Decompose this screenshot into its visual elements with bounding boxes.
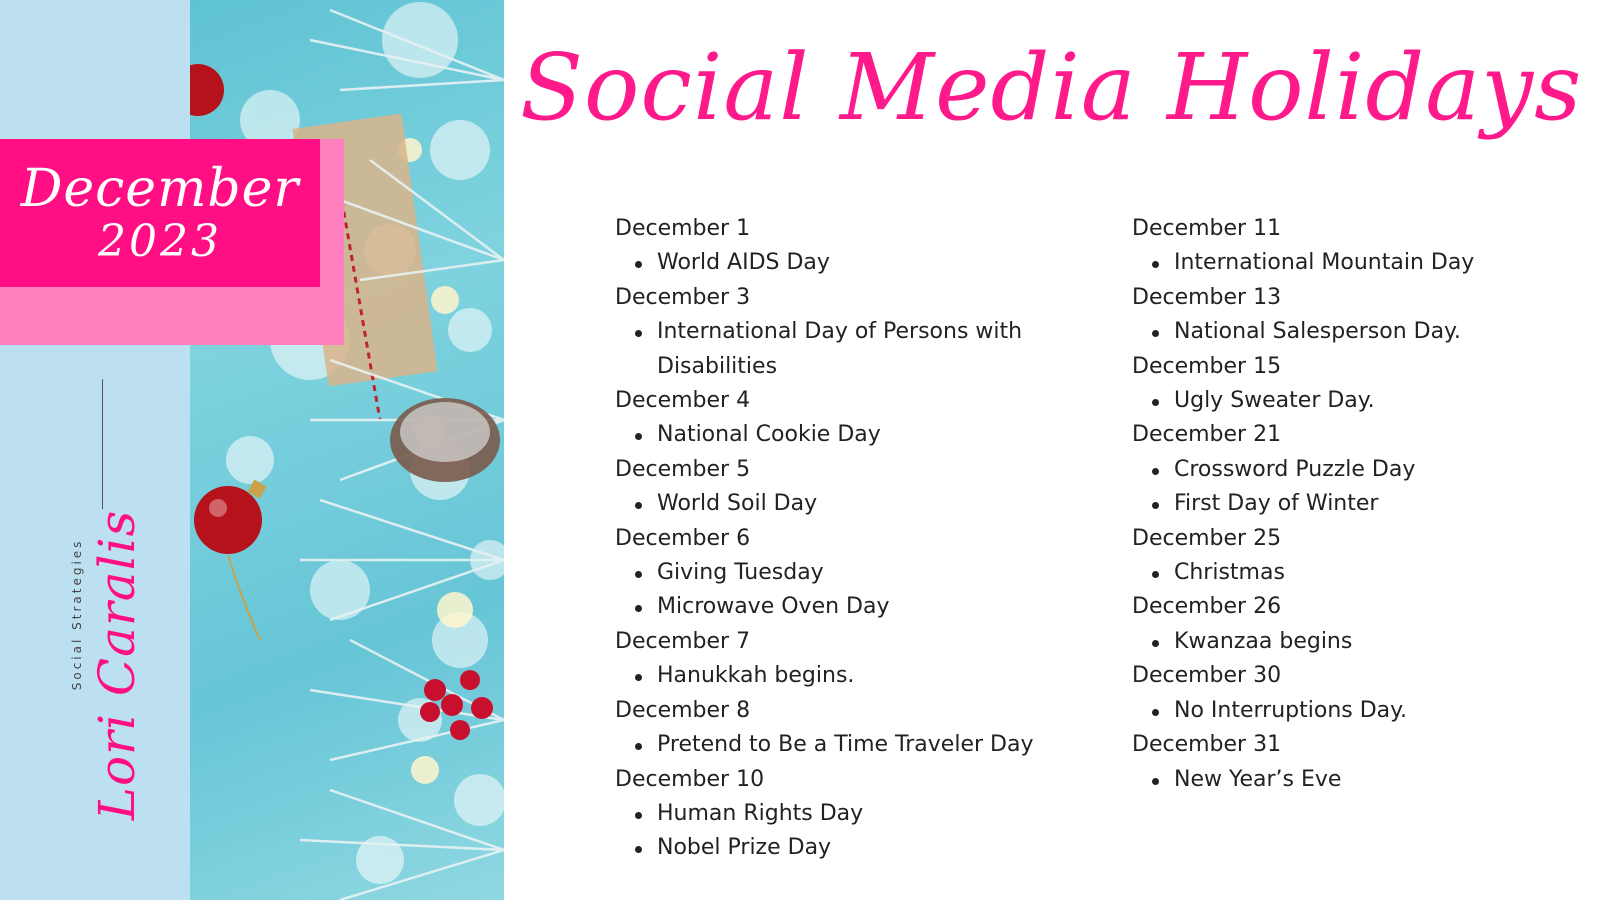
holiday-list-left <box>615 212 1095 866</box>
brand-name: Lori Caralis <box>88 509 146 821</box>
bullet-icon <box>635 433 642 440</box>
holiday-date: December 25 <box>1132 525 1282 551</box>
bullet-icon <box>1152 261 1159 268</box>
holiday-item <box>1132 384 1592 418</box>
holiday-item <box>615 246 1095 280</box>
holiday-name: Microwave Oven Day <box>657 594 890 620</box>
bullet-icon <box>1152 468 1159 475</box>
bullet-icon <box>635 846 642 853</box>
holiday-name: International Day of Persons with Disabilities <box>657 319 1023 379</box>
holiday-photo-art <box>190 0 504 900</box>
bullet-icon <box>1152 399 1159 406</box>
holiday-date: December 5 <box>615 456 751 482</box>
holiday-item <box>1132 625 1592 659</box>
bullet-icon <box>1152 330 1159 337</box>
left-decorative-panel <box>0 0 504 900</box>
holiday-item <box>1132 694 1592 728</box>
holiday-item <box>615 659 1095 693</box>
holiday-name: World AIDS Day <box>657 250 830 276</box>
holiday-item <box>615 728 1095 762</box>
holiday-date: December 3 <box>615 284 751 310</box>
bullet-icon <box>1152 709 1159 716</box>
bullet-icon <box>635 674 642 681</box>
holiday-item <box>615 797 1095 831</box>
holiday-photo <box>190 0 504 900</box>
bullet-icon <box>635 812 642 819</box>
holiday-date: December 1 <box>615 216 751 241</box>
holiday-date: December 7 <box>615 628 751 654</box>
holiday-name: Kwanzaa begins <box>1174 628 1353 654</box>
badge-month: December <box>20 159 300 219</box>
bullet-icon <box>1152 502 1159 509</box>
bullet-icon <box>635 605 642 612</box>
holiday-item <box>615 315 1095 384</box>
holiday-item <box>1132 453 1592 487</box>
holiday-item <box>1132 763 1592 797</box>
holiday-name: Nobel Prize Day <box>657 835 832 861</box>
holiday-date: December 31 <box>1132 732 1282 758</box>
holiday-item <box>1132 556 1592 590</box>
holiday-item <box>615 418 1095 452</box>
holiday-name: New Year’s Eve <box>1174 766 1342 792</box>
holiday-item <box>615 831 1095 865</box>
page-title: Social Media Holidays <box>520 34 1583 141</box>
holiday-name: National Cookie Day <box>657 422 881 448</box>
bullet-icon <box>1152 778 1159 785</box>
month-badge <box>0 139 320 287</box>
bullet-icon <box>635 743 642 750</box>
holiday-date: December 8 <box>615 697 751 723</box>
holiday-item <box>615 590 1095 624</box>
holiday-date: December 26 <box>1132 594 1282 620</box>
holiday-name: Pretend to Be a Time Traveler Day <box>657 732 1034 758</box>
holiday-item <box>615 556 1095 590</box>
holiday-name: Human Rights Day <box>657 800 864 826</box>
bullet-icon <box>635 261 642 268</box>
holiday-name: World Soil Day <box>657 491 818 517</box>
brand-logo <box>70 380 146 821</box>
holiday-name: Giving Tuesday <box>657 560 824 586</box>
holiday-list-right <box>1132 212 1592 797</box>
holiday-date: December 13 <box>1132 284 1282 310</box>
bullet-icon <box>1152 640 1159 647</box>
holiday-item <box>1132 246 1592 280</box>
holiday-item <box>1132 315 1592 349</box>
holiday-name: International Mountain Day <box>1174 250 1475 276</box>
holiday-item <box>615 487 1095 521</box>
holiday-name: First Day of Winter <box>1174 491 1379 517</box>
holiday-item <box>1132 487 1592 521</box>
holiday-date: December 30 <box>1132 663 1282 689</box>
holiday-date: December 15 <box>1132 353 1282 379</box>
holiday-date: December 21 <box>1132 422 1282 448</box>
holiday-date: December 6 <box>615 525 751 551</box>
brand-divider <box>102 380 103 510</box>
holiday-name: Ugly Sweater Day. <box>1174 388 1375 414</box>
badge-year: 2023 <box>98 216 222 267</box>
brand-tagline: Social Strategies <box>70 538 84 691</box>
bullet-icon <box>1152 571 1159 578</box>
holiday-date: December 4 <box>615 388 751 414</box>
holiday-name: National Salesperson Day. <box>1174 319 1461 345</box>
holiday-date: December 11 <box>1132 216 1282 241</box>
holiday-name: Christmas <box>1174 560 1285 586</box>
holiday-date: December 10 <box>615 766 765 792</box>
bullet-icon <box>635 330 642 337</box>
bullet-icon <box>635 571 642 578</box>
holiday-name: Hanukkah begins. <box>657 663 855 689</box>
bullet-icon <box>635 502 642 509</box>
holiday-name: No Interruptions Day. <box>1174 697 1408 723</box>
holiday-name: Crossword Puzzle Day <box>1174 456 1416 482</box>
